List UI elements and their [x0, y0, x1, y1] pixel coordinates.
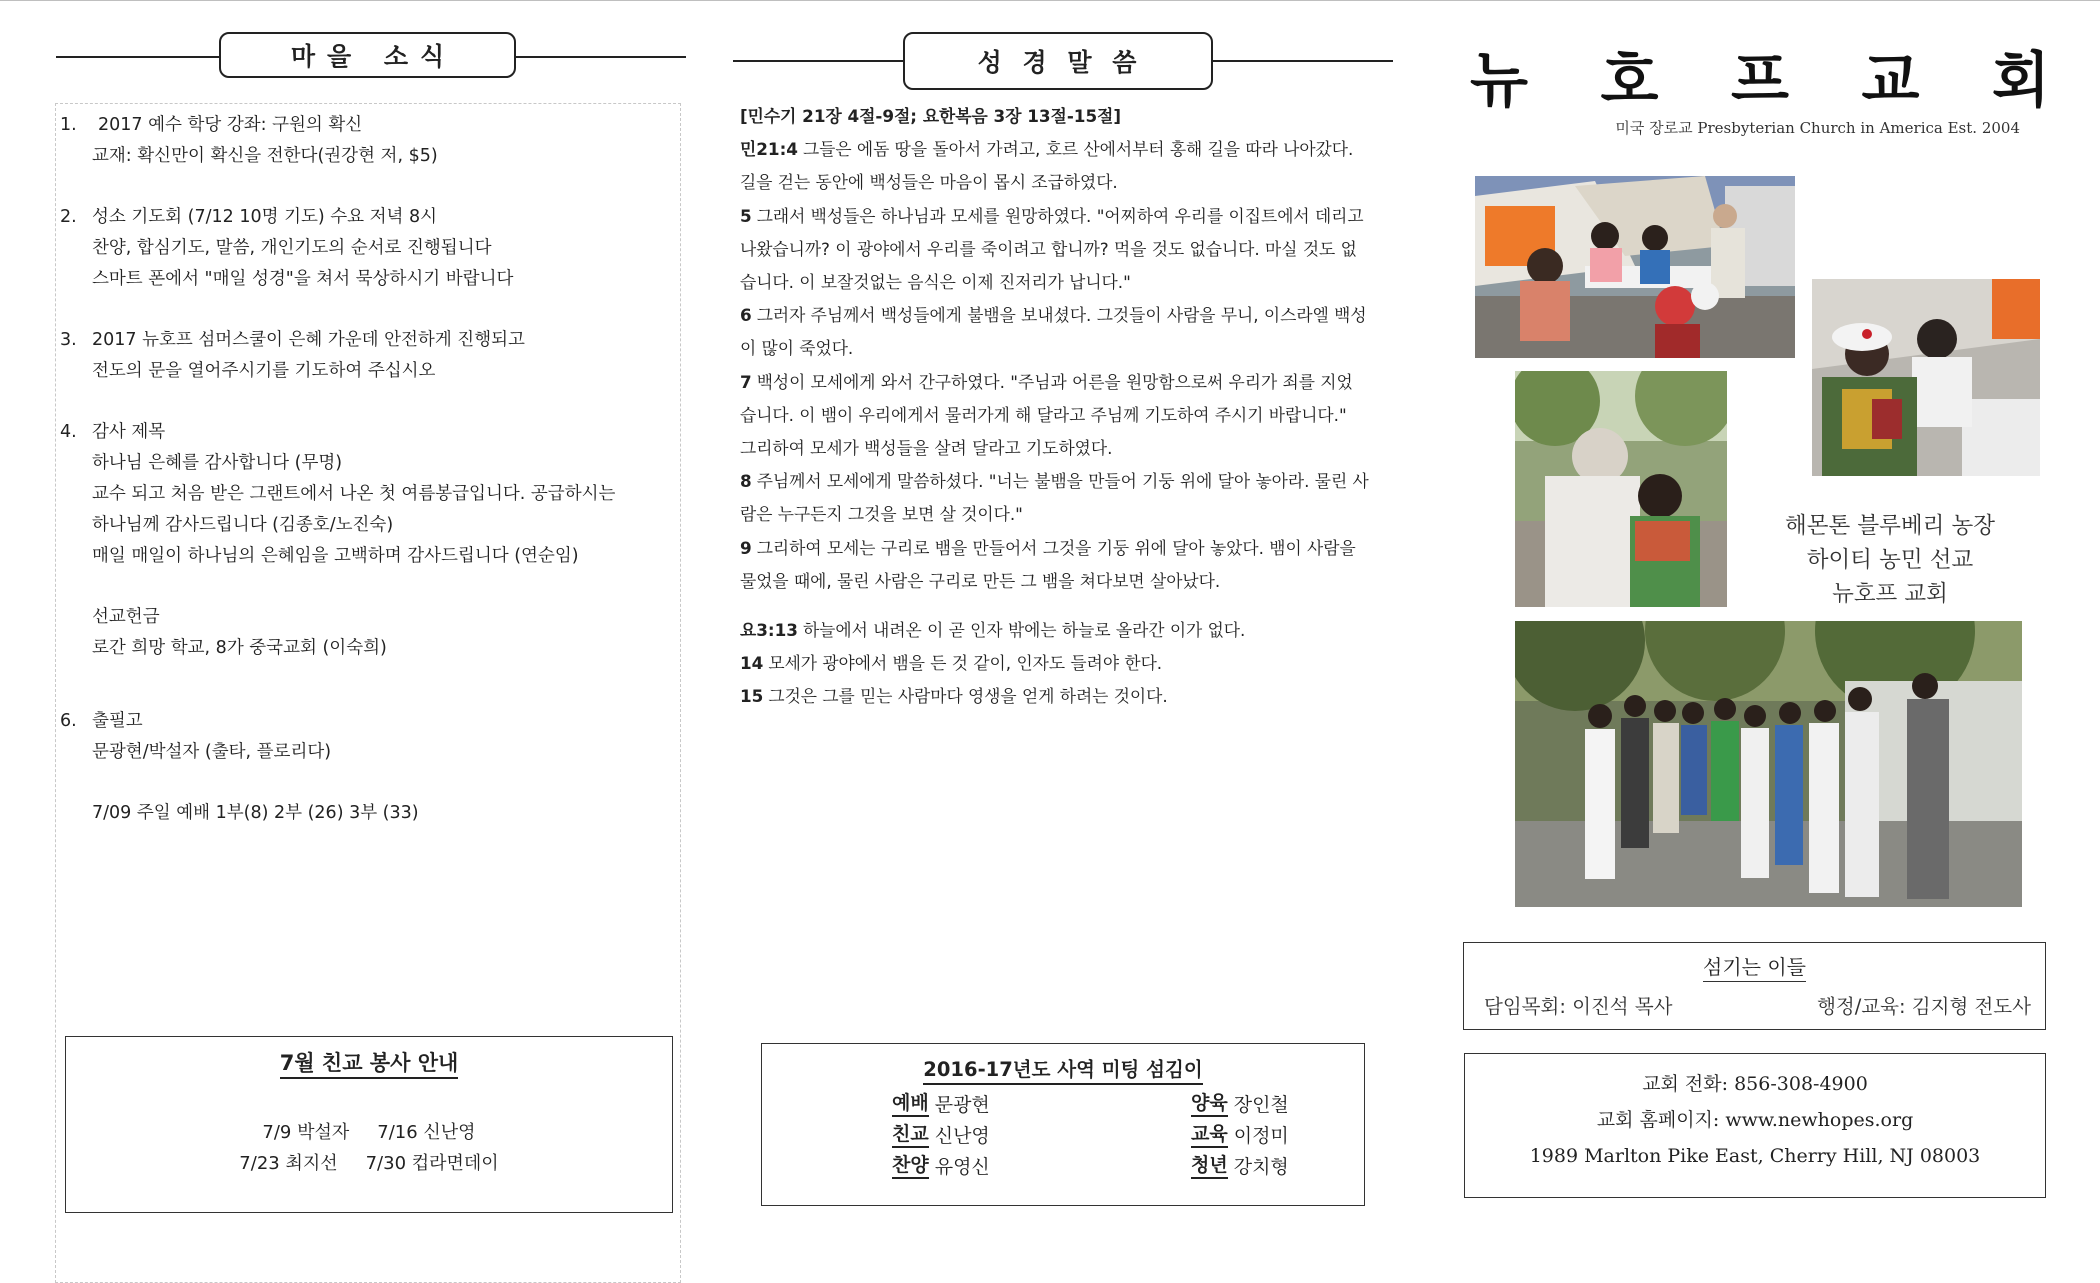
scripture-verse	[740, 565, 1390, 598]
ministry-box	[761, 1043, 1365, 1206]
verse-number: 7	[740, 371, 752, 392]
header-rule-right	[514, 56, 686, 58]
verse-number: 8	[740, 471, 752, 492]
verse-text: 람은 누구든지 그것을 보면 살 것이다."	[740, 504, 1023, 525]
ministry-person: 유영신	[934, 1156, 990, 1178]
caption-line: 뉴호프 교회	[1832, 581, 1948, 607]
ministry-role: 찬양	[892, 1153, 929, 1179]
verse-text: 습니다. 이 보잘것없는 음식은 이제 진저리가 납니다."	[740, 272, 1131, 293]
scripture-passage-1	[740, 133, 1390, 598]
photo-consultation	[1812, 279, 2040, 476]
news-item-line: 7/09 주일 예배 1부(8) 2부 (26) 3부 (33)	[92, 803, 419, 823]
news-item-line: 감사 제목	[92, 422, 166, 442]
scripture-text	[740, 100, 1390, 714]
header-rule-right	[1211, 60, 1393, 62]
servants-box	[1463, 942, 2046, 1030]
news-item	[60, 798, 680, 829]
verse-text: 주님께서 모세에게 말씀하셨다. "너는 불뱀을 만들어 기둥 위에 달아 놓아라. 물린 사	[756, 471, 1369, 492]
ministry-row	[762, 1088, 1364, 1119]
news-item-line: 출필고	[92, 711, 143, 731]
news-item-number: 3.	[60, 330, 77, 350]
news-item-line: 찬양, 합심기도, 말씀, 개인기도의 순서로 진행됩니다	[92, 238, 492, 258]
servants-title-wrap	[1464, 951, 2045, 980]
scripture-verse	[740, 498, 1390, 531]
scripture-verse	[740, 680, 1390, 713]
news-item-line: 스마트 폰에서 "매일 성경"을 쳐서 묵상하시기 바랍니다	[92, 269, 514, 289]
photo-tent-gathering	[1475, 176, 1795, 358]
volunteer-schedule	[66, 1117, 672, 1179]
news-item	[60, 602, 680, 664]
verse-text: 습니다. 이 뱀이 우리에게서 물러가게 해 달라고 주님께 기도하여 주시기 바랍니다."	[740, 404, 1347, 425]
scripture-verse	[740, 133, 1390, 166]
ministry-role: 예배	[892, 1091, 929, 1117]
contact-phone: 교회 전화: 856-308-4900	[1642, 1073, 1868, 1095]
ministry-person: 이정미	[1233, 1125, 1289, 1147]
news-item-line: 2017 예수 학당 강좌: 구원의 확신	[98, 115, 363, 135]
news-item-line: 로간 희망 학교, 8가 중국교회 (이숙희)	[92, 638, 387, 658]
ministry-cell	[762, 1152, 1063, 1179]
scripture-passage-2	[740, 614, 1390, 714]
servants-title: 섬기는 이들	[1703, 955, 1806, 982]
contact-address: 1989 Marlton Pike East, Cherry Hill, NJ 08003	[1529, 1145, 1981, 1167]
news-item-number: 1.	[60, 115, 77, 135]
photo-caption	[1740, 509, 2040, 611]
scripture-verse	[740, 266, 1390, 299]
ministry-role: 양육	[1191, 1091, 1228, 1117]
volunteer-entry: 7/9 박설자	[262, 1122, 350, 1143]
verse-text: 모세가 광야에서 뱀을 든 것 같이, 인자도 들려야 한다.	[768, 653, 1163, 674]
verse-number: 요3:13	[740, 620, 798, 641]
verse-number: 6	[740, 305, 752, 326]
ministry-person: 장인철	[1233, 1094, 1289, 1116]
church-name-char: 뉴	[1470, 46, 1528, 116]
news-item-line: 선교헌금	[92, 607, 160, 627]
scripture-verse	[740, 647, 1390, 680]
ministry-title-wrap	[762, 1054, 1364, 1082]
photo-group	[1515, 621, 2022, 907]
church-name-char: 호	[1600, 46, 1659, 116]
scripture-verse	[740, 166, 1390, 199]
church-name-char: 회	[1992, 46, 2050, 116]
verse-text: 그리하여 모세가 백성들을 살려 달라고 기도하였다.	[740, 438, 1113, 459]
scripture-verse	[740, 614, 1390, 647]
news-item-number: 4.	[60, 422, 77, 442]
news-header	[56, 32, 686, 82]
volunteer-row	[66, 1148, 672, 1179]
pastor-entry: 담임목회: 이진석 목사	[1484, 995, 1673, 1018]
verse-text: 나왔습니까? 이 광야에서 우리를 죽이려고 합니까? 먹을 것도 없습니다. 마실 것도 없	[740, 238, 1357, 259]
news-item-line: 문광현/박설자 (출타, 플로리다)	[92, 742, 332, 762]
news-item	[60, 202, 680, 295]
church-name	[1470, 36, 2050, 116]
news-item-line: 2017 뉴호프 섬머스쿨이 은혜 가운데 안전하게 진행되고	[92, 330, 525, 350]
scripture-verse	[740, 332, 1390, 365]
news-item-line: 성소 기도회 (7/12 10명 기도) 수요 저녁 8시	[92, 207, 438, 227]
news-item-line: 교수 되고 처음 받은 그랜트에서 나온 첫 여름봉급입니다. 공급하시는	[92, 484, 616, 504]
verse-text: 그들은 에돔 땅을 돌아서 가려고, 호르 산에서부터 홍해 길을 따라 나아갔다.	[802, 139, 1354, 160]
caption-line: 하이티 농민 선교	[1806, 547, 1974, 573]
verse-text: 하늘에서 내려온 이 곧 인자 밖에는 하늘로 올라간 이가 없다.	[802, 620, 1246, 641]
verse-text: 그러자 주님께서 백성들에게 불뱀을 보내셨다. 그것들이 사람을 무니, 이스라엘 백성	[756, 305, 1367, 326]
volunteer-entry: 7/30 컵라면데이	[365, 1153, 499, 1174]
scripture-verse	[740, 366, 1390, 399]
passage-gap	[740, 598, 1390, 614]
ministry-role: 청년	[1191, 1153, 1228, 1179]
servants-list	[1484, 991, 2031, 1019]
scripture-verse	[740, 532, 1390, 565]
ministry-role: 교육	[1191, 1122, 1228, 1148]
header-rule-left	[733, 60, 905, 62]
header-rule-left	[56, 56, 221, 58]
verse-number: 15	[740, 686, 764, 707]
ministry-person: 문광현	[934, 1094, 990, 1116]
scripture-verse	[740, 465, 1390, 498]
ministry-cell	[1063, 1152, 1364, 1179]
ministry-cell	[762, 1121, 1063, 1148]
verse-text: 그래서 백성들은 하나님과 모세를 원망하였다. "어찌하여 우리를 이집트에서 데리고	[756, 205, 1364, 226]
news-item	[60, 325, 680, 387]
volunteer-entry: 7/16 신난영	[377, 1122, 476, 1143]
ministry-person: 강치형	[1233, 1156, 1289, 1178]
photo-prayer	[1515, 371, 1727, 607]
news-item-line: 교재: 확신만이 확신을 전한다(권강현 저, $5)	[92, 146, 438, 166]
contact-box	[1464, 1053, 2046, 1198]
news-item	[60, 110, 680, 172]
news-title: 마을 소식	[219, 32, 516, 78]
ministry-title: 2016-17년도 사역 미팅 섬김이	[923, 1058, 1202, 1085]
news-list	[60, 110, 680, 859]
scripture-reference: [민수기 21장 4절-9절; 요한복음 3장 13절-15절]	[740, 106, 1122, 126]
verse-text: 그것은 그를 믿는 사람마다 영생을 얻게 하려는 것이다.	[768, 686, 1168, 707]
contact-info	[1465, 1066, 2045, 1174]
news-item-line: 하나님 은혜를 감사합니다 (무명)	[92, 453, 343, 473]
scripture-verse	[740, 399, 1390, 432]
verse-text: 이 많이 죽었다.	[740, 338, 854, 359]
volunteer-box	[65, 1036, 673, 1213]
top-border	[0, 0, 2100, 1]
ministry-person: 신난영	[934, 1125, 990, 1147]
news-item	[60, 417, 680, 572]
volunteer-entry: 7/23 최지선	[239, 1153, 338, 1174]
news-item-number: 2.	[60, 207, 77, 227]
verse-number: 5	[740, 205, 752, 226]
church-subtitle: 미국 장로교 Presbyterian Church in America Est. 2004	[1615, 119, 2020, 137]
scripture-header	[733, 32, 1393, 82]
church-name-char: 교	[1861, 46, 1920, 116]
volunteer-title: 7월 친교 봉사 안내	[280, 1051, 459, 1079]
news-item-number: 6.	[60, 711, 77, 731]
ministry-row	[762, 1150, 1364, 1181]
verse-number: 민21:4	[740, 139, 798, 160]
news-item	[60, 706, 680, 768]
scripture-verse	[740, 233, 1390, 266]
admin-entry: 행정/교육: 김지형 전도사	[1817, 995, 2031, 1018]
scripture-title: 성 경 말 씀	[903, 32, 1213, 90]
verse-text: 길을 걷는 동안에 백성들은 마음이 몹시 조급하였다.	[740, 172, 1118, 193]
news-item-line: 전도의 문을 열어주시기를 기도하여 주십시오	[92, 361, 436, 381]
ministry-role: 친교	[892, 1122, 929, 1148]
verse-number: 14	[740, 653, 764, 674]
volunteer-row	[66, 1117, 672, 1148]
news-item-line: 하나님께 감사드립니다 (김종호/노진숙)	[92, 515, 394, 535]
caption-line: 해몬톤 블루베리 농장	[1785, 513, 1995, 539]
church-name-char: 프	[1731, 46, 1789, 116]
verse-number: 9	[740, 537, 752, 558]
ministry-cell	[1063, 1121, 1364, 1148]
scripture-verse	[740, 299, 1390, 332]
ministry-grid	[762, 1088, 1364, 1181]
volunteer-title-wrap	[66, 1047, 672, 1077]
contact-homepage[interactable]: 교회 홈페이지: www.newhopes.org	[1596, 1109, 1914, 1131]
ministry-row	[762, 1119, 1364, 1150]
verse-text: 그리하여 모세는 구리로 뱀을 만들어서 그것을 기둥 위에 달아 놓았다. 뱀이 사람을	[756, 537, 1356, 558]
verse-text: 물었을 때에, 물린 사람은 구리로 만든 그 뱀을 쳐다보면 살아났다.	[740, 570, 1221, 591]
scripture-verse	[740, 432, 1390, 465]
scripture-verse	[740, 200, 1390, 233]
news-item-line: 매일 매일이 하나님의 은혜임을 고백하며 감사드립니다 (연순임)	[92, 546, 579, 566]
verse-text: 백성이 모세에게 와서 간구하였다. "주님과 어른을 원망함으로써 우리가 죄를 지었	[756, 371, 1353, 392]
ministry-cell	[1063, 1090, 1364, 1117]
ministry-cell	[762, 1090, 1063, 1117]
